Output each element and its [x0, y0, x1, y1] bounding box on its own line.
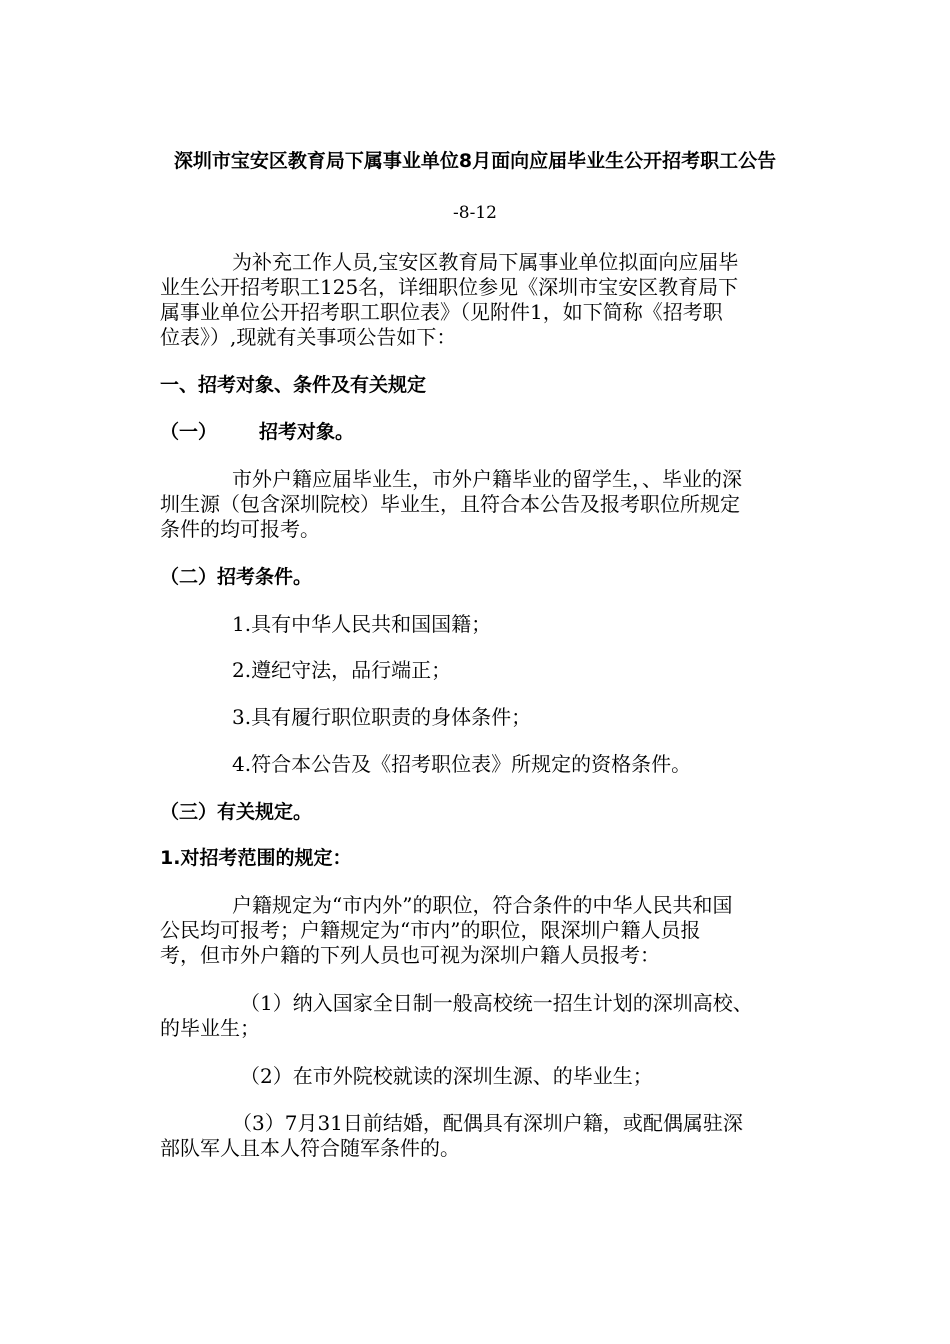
subsection-3-heading: （三）有关规定。 [160, 801, 313, 823]
subsection-1-heading [160, 419, 354, 445]
subsection-1-line-3: 条件的均可报考。 [160, 517, 320, 541]
rule-1-line-1: 户籍规定为“市内外”的职位，符合条件的中华人民共和国 [232, 893, 733, 917]
subsection-1-line-2: 圳生源（包含深圳院校）毕业生，且符合本公告及报考职位所规定 [160, 492, 740, 516]
condition-4: 4.符合本公告及《招考职位表》所规定的资格条件。 [232, 752, 692, 776]
intro-line-1: 为补充工作人员,宝安区教育局下属事业单位拟面向应届毕 [232, 250, 739, 274]
rule-1-line-2: 公民均可报考；户籍规定为“市内”的职位，限深圳户籍人员报 [160, 918, 701, 942]
item-1-line-1: （1）纳入国家全日制一般高校统一招生计划的深圳高校、 [240, 991, 753, 1015]
subsection-1-label: （一） [160, 421, 218, 443]
subsection-1-title: 招考对象。 [259, 421, 355, 443]
section-1-heading: 一、招考对象、条件及有关规定 [160, 374, 427, 396]
intro-line-3: 属事业单位公开招考职工职位表》（见附件1，如下简称《招考职 [160, 300, 723, 324]
item-3-line-2: 部队军人且本人符合随军条件的。 [160, 1136, 460, 1160]
item-1-line-2: 的毕业生； [160, 1016, 260, 1040]
rule-1-heading: 1.对招考范围的规定： [160, 847, 352, 869]
condition-3: 3.具有履行职位职责的身体条件； [232, 705, 532, 729]
condition-2: 2.遵纪守法，品行端正； [232, 658, 452, 682]
subsection-1-line-1: 市外户籍应届毕业生，市外户籍毕业的留学生，、毕业的深 [232, 467, 742, 491]
condition-1: 1.具有中华人民共和国国籍； [232, 612, 492, 636]
rule-1-line-3: 考，但市外户籍的下列人员也可视为深圳户籍人员报考： [160, 943, 660, 967]
document-date: -8-12 [453, 203, 497, 223]
subsection-2-heading: （二）招考条件。 [160, 566, 313, 588]
intro-line-4: 位表》）,现就有关事项公告如下： [160, 325, 457, 349]
document-title: 深圳市宝安区教育局下属事业单位8月面向应届毕业生公开招考职工公告 [173, 150, 777, 172]
intro-line-2: 业生公开招考职工125名，详细职位参见《深圳市宝安区教育局下 [160, 275, 739, 299]
item-2: （2）在市外院校就读的深圳生源、的毕业生； [240, 1064, 653, 1088]
item-3-line-1: （3）7月31日前结婚，配偶具有深圳户籍，或配偶属驻深 [232, 1111, 743, 1135]
